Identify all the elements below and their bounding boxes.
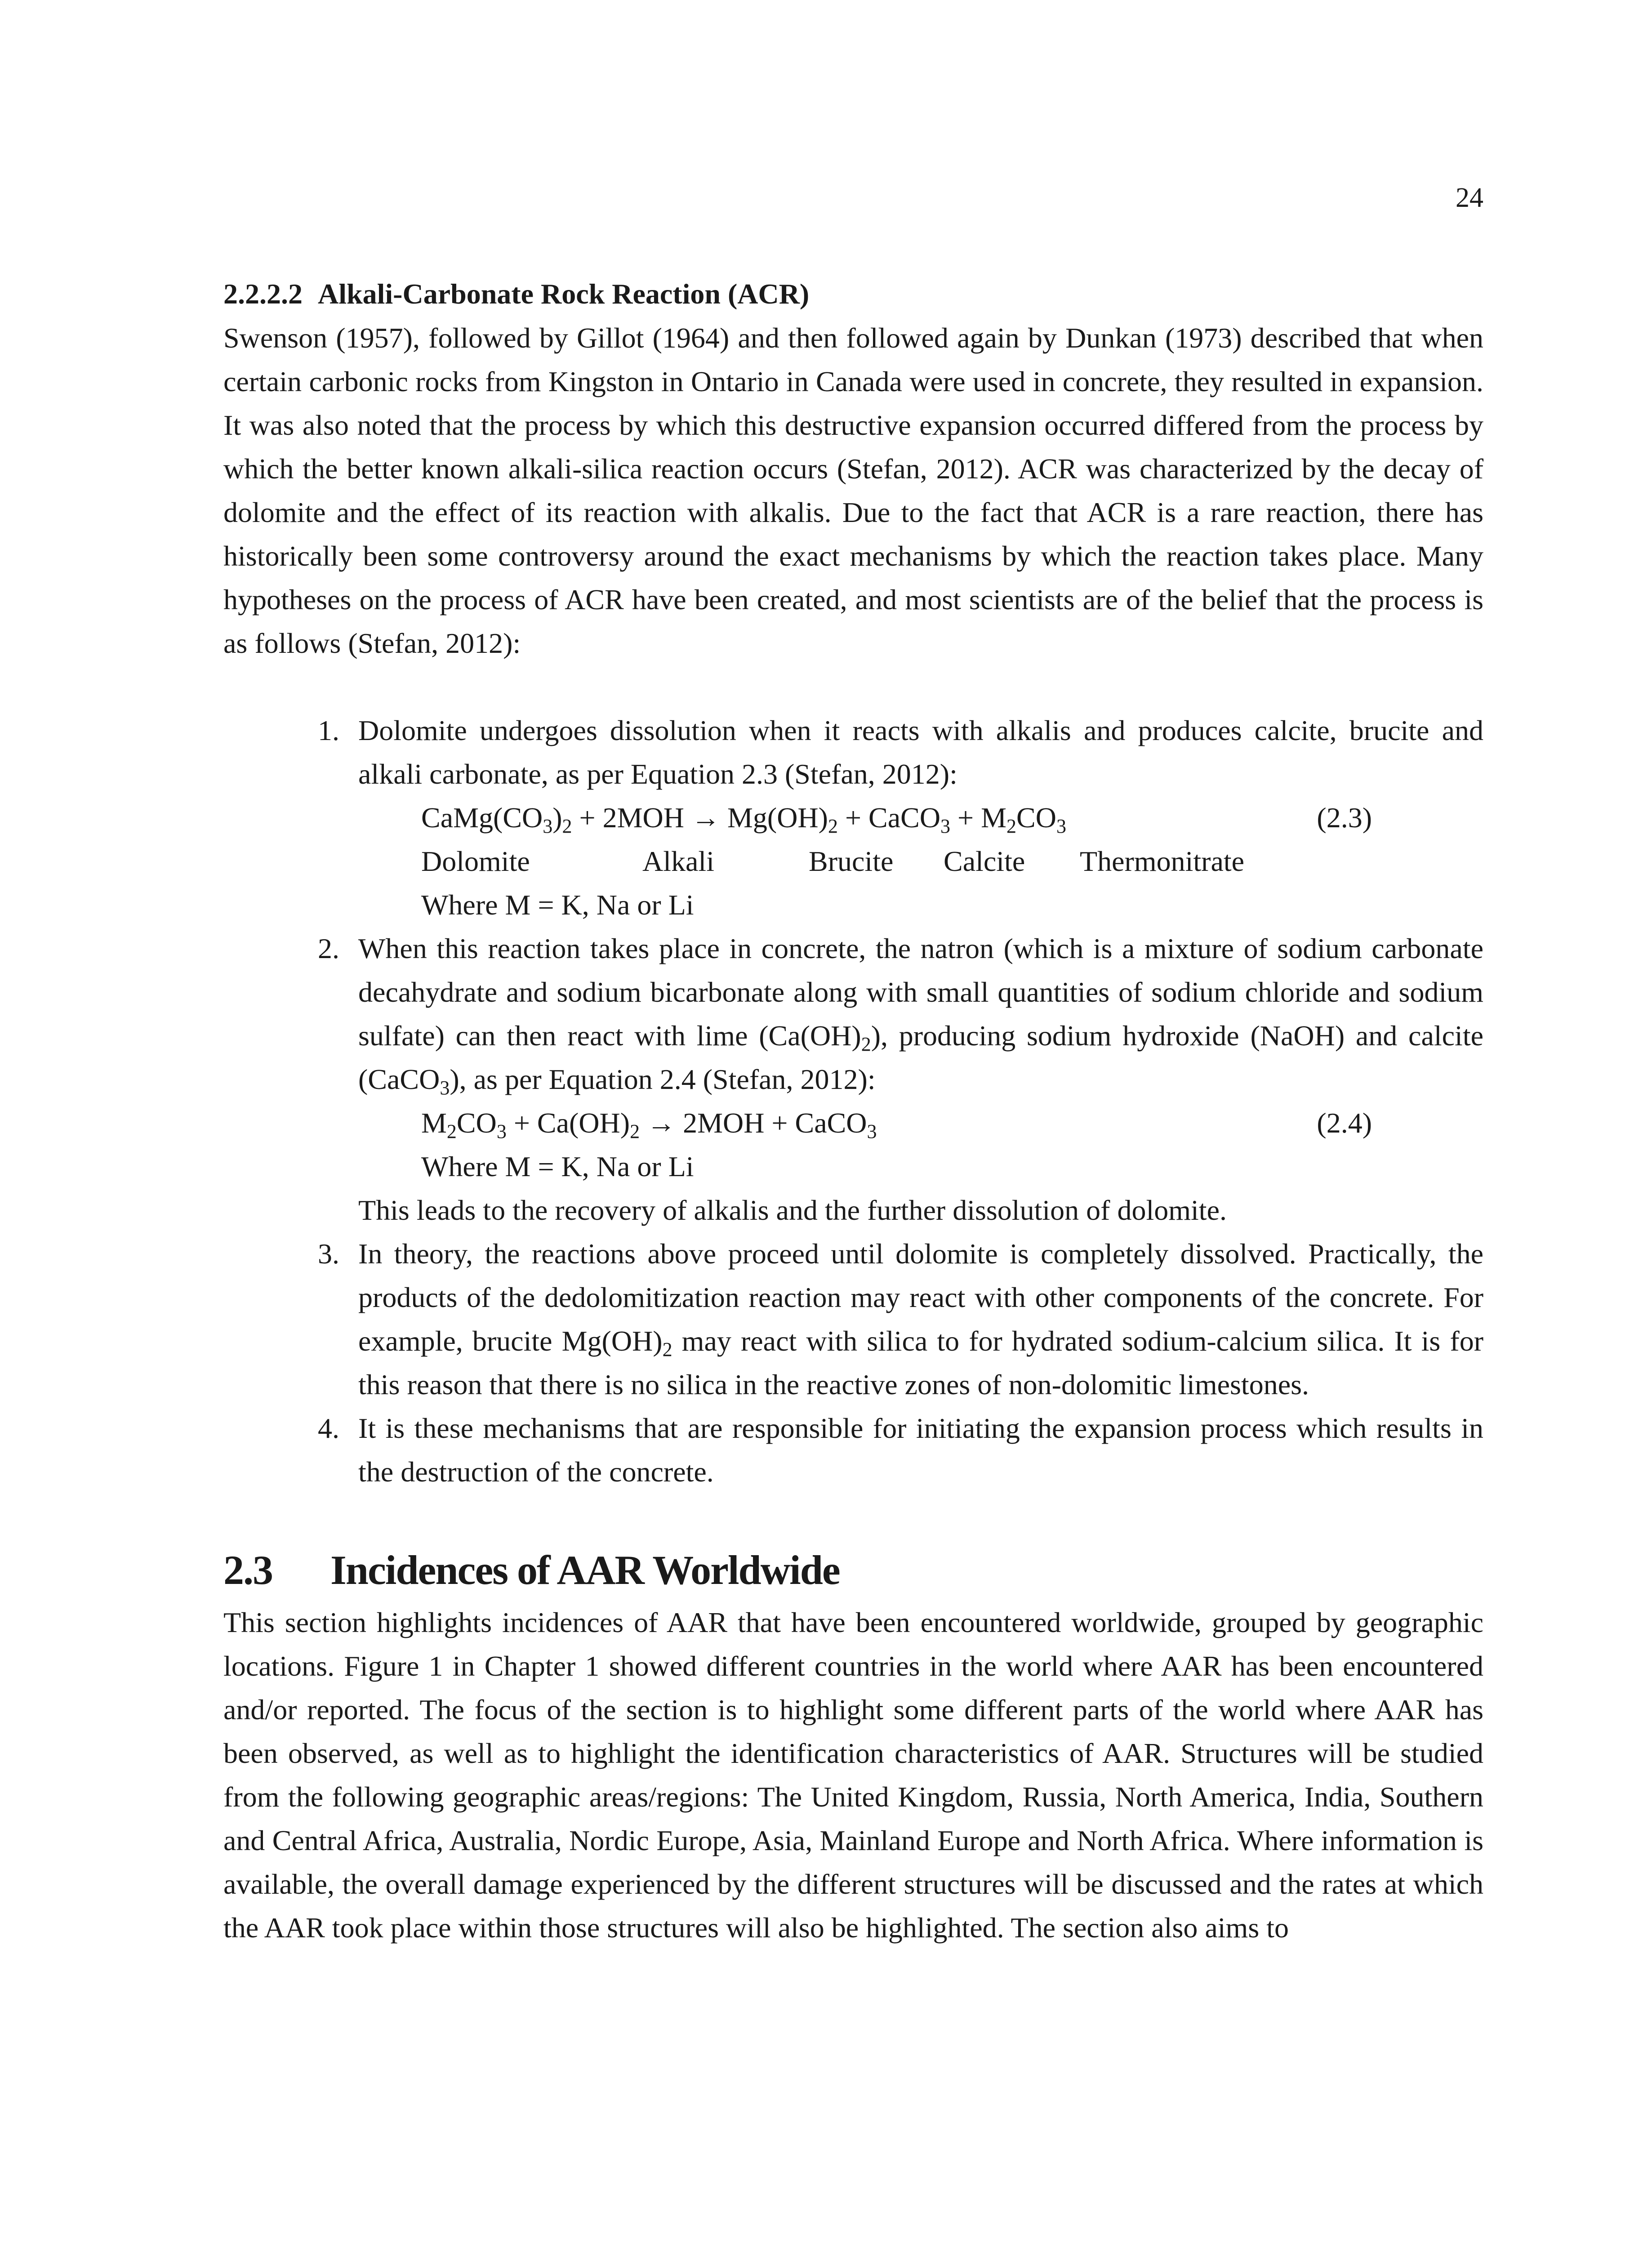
section-number: 2.3 <box>223 1547 272 1593</box>
compound-name: Calcite <box>944 845 1025 877</box>
step-marker: 4. <box>318 1412 339 1444</box>
page-number: 24 <box>1456 183 1483 213</box>
step-item <box>223 927 1483 1232</box>
step-text: ), as per Equation 2.4 (Stefan, 2012): <box>450 1063 876 1095</box>
equation-subscript: 2 <box>828 815 838 837</box>
equation-subscript: 2 <box>446 1120 457 1142</box>
step-item <box>223 1232 1483 1406</box>
compound-name: Alkali <box>642 845 714 877</box>
step-item <box>223 1406 1483 1494</box>
page-content <box>223 272 1483 1949</box>
step-item <box>223 709 1483 927</box>
equation-2-3 <box>358 796 1483 839</box>
compound-name: Dolomite <box>421 845 530 877</box>
step-marker: 2. <box>318 932 339 964</box>
compound-name: Thermonitrate <box>1080 845 1245 877</box>
equation-text: + Ca(OH) <box>506 1107 630 1139</box>
step-followup-text: This leads to the recovery of alkalis and the further dissolution of dolomite. <box>358 1194 1227 1226</box>
equation-text: + M <box>950 802 1007 834</box>
step-text-subscript: 3 <box>440 1077 450 1099</box>
equation-subscript: 3 <box>867 1120 877 1142</box>
section-paragraph: This section highlights incidences of AAR that have been encountered worldwide, grouped by geographic locations. Figure 1 in Chapter 1 showed different countries in the world where AAR has been encountered and/or reported. The focus of the section is to highlight some different parts of the world where AAR has been observed, as well as to highlight the identification characteristics of AAR. Structures will be studied from the following geographic areas/regions: The United Kingdom, Russia, North America, India, Southern and Central Africa, Australia, Nordic Europe, Asia, Mainland Europe and North Africa. Where information is available, the overall damage experienced by the different structures will be discussed and the rates at which the AAR took place within those structures will also be highlighted. The section also aims to <box>223 1606 1483 1944</box>
subsection-number: 2.2.2.2 <box>223 278 303 310</box>
section-heading <box>223 1543 1483 1597</box>
equation-subscript: 2 <box>1006 815 1017 837</box>
equation-text: CO <box>1016 802 1056 834</box>
step-text: In theory, the reactions above proceed until dolomite is completely dissolved. Practically, the products of the dedolomitization reaction may react with other components of the concrete. For example, brucite Mg(OH) <box>358 1238 1483 1357</box>
step-text-subscript: 2 <box>861 1033 871 1055</box>
compound-name: Brucite <box>809 845 894 877</box>
step-text: When this reaction takes place in concrete, the natron (which is a mixture of sodium carbonate decahydrate and sodium bicarbonate along with small quantities of sodium chloride and sodium sulfate) can then react with lime (Ca(OH) <box>358 932 1483 1052</box>
subsection-title: Alkali-Carbonate Rock Reaction (ACR) <box>318 278 810 310</box>
equation-number: (2.4) <box>1317 1107 1372 1139</box>
equation-text: CaMg(CO <box>421 802 543 834</box>
equation-text: → 2MOH + CaCO <box>640 1107 867 1139</box>
compound-names-row <box>358 839 1483 883</box>
equation-text: CO <box>456 1107 497 1139</box>
equation-where-note: Where M = K, Na or Li <box>421 1151 694 1182</box>
equation-subscript: 3 <box>940 815 951 837</box>
step-text: It is these mechanisms that are responsible for initiating the expansion process which results in the destruction of the concrete. <box>358 1412 1483 1488</box>
intro-paragraph: Swenson (1957), followed by Gillot (1964) and then followed again by Dunkan (1973) described that when certain carbonic rocks from Kingston in Ontario in Canada were used in concrete, they resulted in expansion. It was also noted that the process by which this destructive expansion occurred differed from the process by which the better known alkali-silica reaction occurs (Stefan, 2012). ACR was characterized by the decay of dolomite and the effect of its reaction with alkalis. Due to the fact that ACR is a rare reaction, there has historically been some controversy around the exact mechanisms by which the reaction takes place. Many hypotheses on the process of ACR have been created, and most scientists are of the belief that the process is as follows (Stefan, 2012): <box>223 322 1483 659</box>
step-marker: 1. <box>318 714 339 746</box>
step-text: ), producing sodium hydroxide (NaOH) and calcite (CaCO <box>358 1020 1483 1095</box>
section-title: Incidences of AAR Worldwide <box>330 1547 840 1593</box>
subsection-heading <box>223 272 1483 316</box>
equation-text: + 2MOH → Mg(OH) <box>572 802 828 834</box>
equation-subscript: 2 <box>562 815 572 837</box>
step-text: may react with silica to for hydrated sodium-calcium silica. It is for this reason that there is no silica in the reactive zones of non-dolomitic limestones. <box>358 1325 1483 1401</box>
equation-subscript: 3 <box>543 815 553 837</box>
step-marker: 3. <box>318 1238 339 1270</box>
equation-subscript: 2 <box>630 1120 640 1142</box>
equation-subscript: 3 <box>496 1120 507 1142</box>
equation-subscript: 3 <box>1056 815 1066 837</box>
equation-where-note: Where M = K, Na or Li <box>421 889 694 921</box>
mechanism-steps-list <box>223 709 1483 1494</box>
equation-text: M <box>421 1107 447 1139</box>
step-text-subscript: 2 <box>662 1338 672 1360</box>
equation-2-4 <box>358 1101 1483 1145</box>
equation-text: ) <box>552 802 562 834</box>
equation-number: (2.3) <box>1317 802 1372 834</box>
equation-text: + CaCO <box>837 802 941 834</box>
step-text: Dolomite undergoes dissolution when it reacts with alkalis and produces calcite, brucite and alkali carbonate, as per Equation 2.3 (Stefan, 2012): <box>358 714 1483 790</box>
